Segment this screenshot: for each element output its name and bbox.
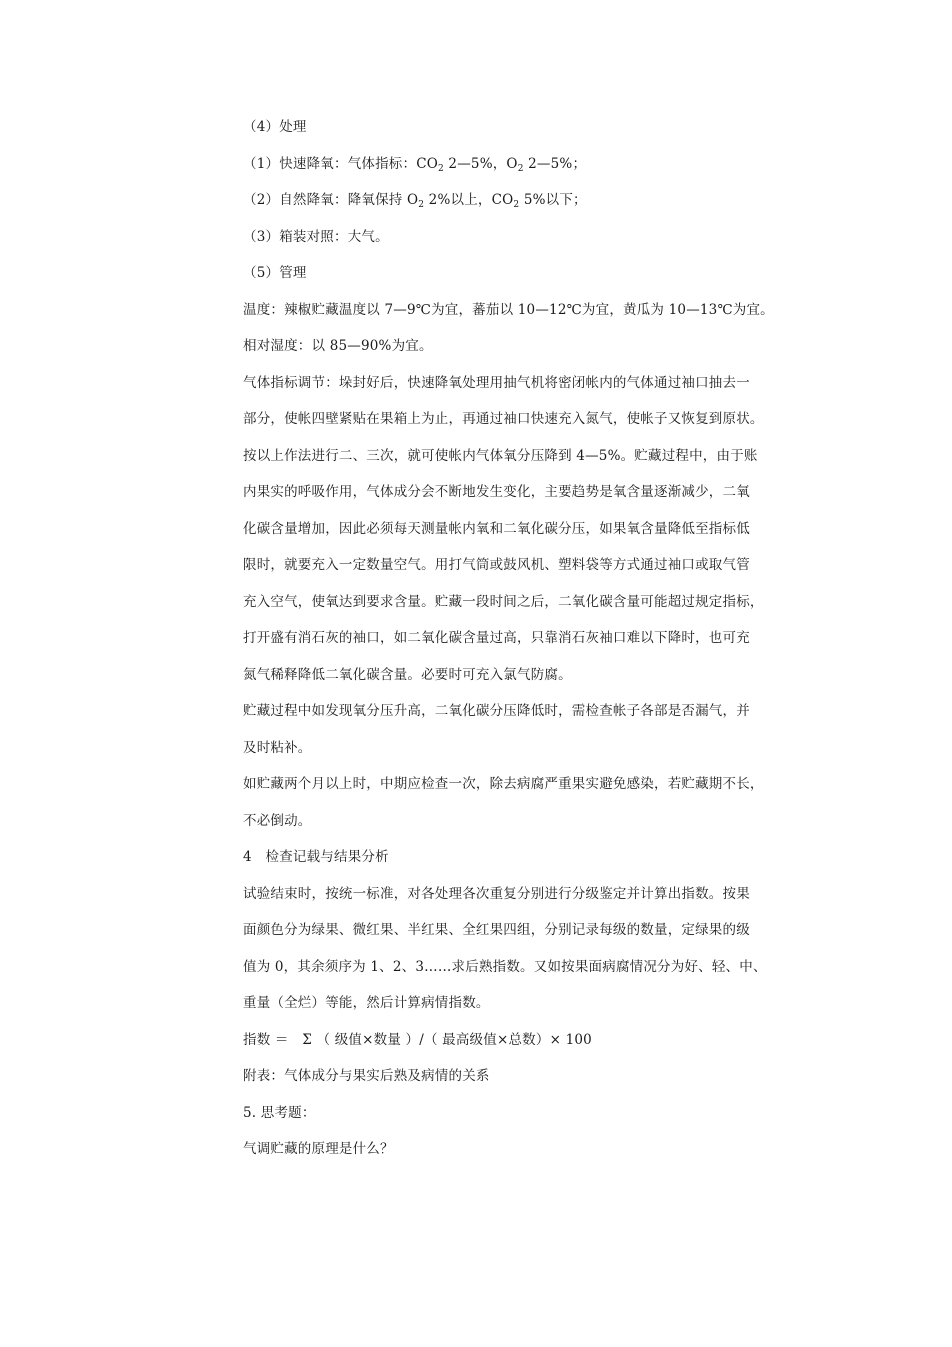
paragraph-line: 限时，就要充入一定数量空气。用打气筒或鼓风机、塑料袋等方式通过袖口或取气管 bbox=[243, 557, 750, 573]
paragraph-line: 重量（全烂）等能，然后计算病情指数。 bbox=[243, 995, 490, 1011]
section-heading-inspection: 4 检查记载与结果分析 bbox=[243, 849, 389, 865]
question-text: 气调贮藏的原理是什么？ bbox=[243, 1141, 394, 1157]
treatment-natural-oxygen-reduction: （2）自然降氧：降氧保持 $O_2$ 2%以上，$CO_2$ 5%以下； bbox=[243, 192, 587, 210]
treatment-fast-oxygen-reduction: （1）快速降氧：气体指标：$CO_2$ 2—5%，$O_2$ 2—5%； bbox=[243, 155, 587, 174]
appendix-caption: 附表：气体成分与果实后熟及病情的关系 bbox=[243, 1068, 490, 1084]
paragraph-line: 如贮藏两个月以上时，中期应检查一次，除去病腐严重果实避免感染，若贮藏期不长， bbox=[243, 776, 764, 792]
paragraph-line: 按以上作法进行二、三次，就可使帐内气体氧分压降到 4—5%。贮藏过程中，由于账 bbox=[243, 447, 758, 464]
section-heading-questions: 5. 思考题： bbox=[243, 1104, 316, 1121]
paragraph-line: 及时粘补。 bbox=[243, 739, 312, 756]
paragraph-line: 化碳含量增加，因此必须每天测量帐内氧和二氧化碳分压，如果氧含量降低至指标低 bbox=[243, 520, 750, 537]
index-formula: 指数 ＝ Σ （ 级值×数量 ）/（ 最高级值×总数）× 100 bbox=[243, 1031, 592, 1048]
treatment-box-control: （3）箱装对照：大气。 bbox=[243, 228, 389, 245]
paragraph-line: 贮藏过程中如发现氧分压升高，二氧化碳分压降低时，需检查帐子各部是否漏气，并 bbox=[243, 703, 750, 719]
paragraph-line: 内果实的呼吸作用，气体成分会不断地发生变化，主要趋势是氧含量逐渐减少，二氧 bbox=[243, 484, 750, 500]
paragraph-line: 面颜色分为绿果、微红果、半红果、全红果四组，分别记录每级的数量，定绿果的级 bbox=[243, 922, 750, 938]
paragraph-line: 充入空气，使氧达到要求含量。贮藏一段时间之后，二氧化碳含量可能超过规定指标， bbox=[243, 593, 764, 610]
paragraph-line: 气体指标调节：垛封好后，快速降氧处理用抽气机将密闭帐内的气体通过袖口抽去一 bbox=[243, 374, 750, 391]
paragraph-line: 试验结束时，按统一标准，对各处理各次重复分别进行分级鉴定并计算出指数。按果 bbox=[243, 885, 750, 902]
heading-treatment: （4）处理 bbox=[243, 119, 307, 135]
paragraph-line: 氮气稀释降低二氧化碳含量。必要时可充入氯气防腐。 bbox=[243, 666, 572, 683]
inspect-paragraph bbox=[243, 775, 783, 830]
heading-management: （5）管理 bbox=[243, 265, 307, 281]
leak-paragraph bbox=[243, 702, 783, 757]
paragraph-line: 值为 0，其余须序为 1、2、3……求后熟指数。又如按果面病腐情况分为好、轻、中、 bbox=[243, 958, 767, 975]
document-page bbox=[243, 118, 783, 1177]
gas-paragraph bbox=[243, 374, 783, 684]
paragraph-line: 部分，使帐四壁紧贴在果箱上为止，再通过袖口快速充入氮气，使帐子又恢复到原状。 bbox=[243, 411, 764, 427]
paragraph-line: 不必倒动。 bbox=[243, 812, 312, 829]
temperature-text: 温度：辣椒贮藏温度以 7—9℃为宜，蕃茄以 10—12℃为宜，黄瓜为 10—13℃为宜。 bbox=[243, 301, 774, 318]
analysis-paragraph bbox=[243, 885, 783, 1013]
humidity-text: 相对湿度：以 85—90%为宜。 bbox=[243, 338, 433, 354]
paragraph-line: 打开盛有消石灰的袖口，如二氧化碳含量过高，只靠消石灰袖口难以下降时，也可充 bbox=[243, 630, 750, 646]
